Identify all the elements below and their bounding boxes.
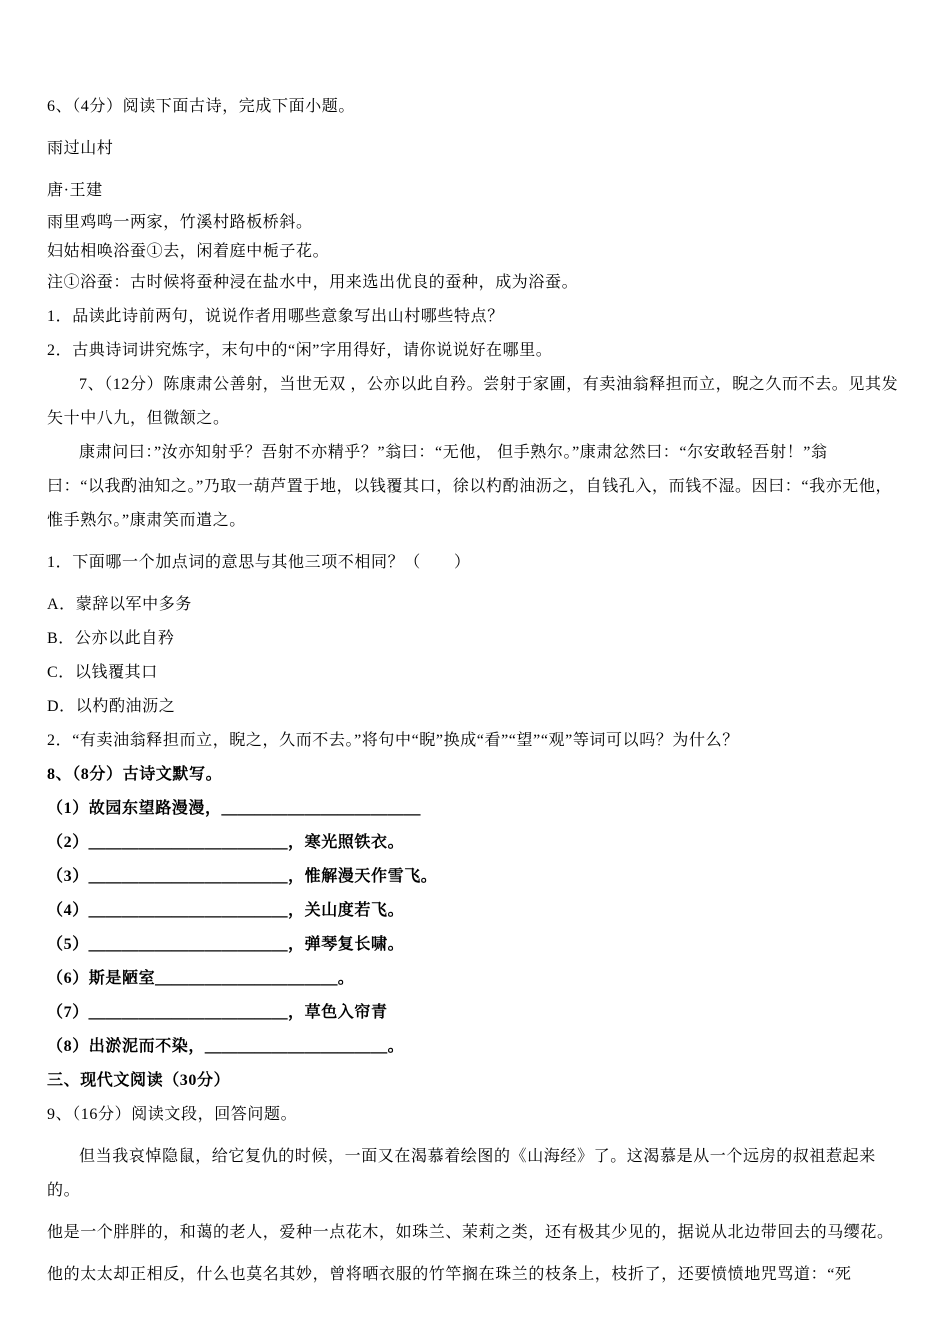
text-line: 注①浴蚕：古时候将蚕种浸在盐水中，用来选出优良的蚕种，成为浴蚕。 [47, 274, 579, 291]
text-line: （7）＿＿＿＿＿＿＿＿＿＿＿＿，草色入帘青 [47, 1004, 388, 1021]
text-line: （4）＿＿＿＿＿＿＿＿＿＿＿＿，关山度若飞。 [47, 902, 405, 919]
text-line: 康肃问曰：”汝亦知射乎？吾射不亦精乎？”翁曰：“无他， 但手熟尔。”康肃忿然曰：“尔安敢轻吾射！”翁 [79, 444, 828, 461]
text-line: D．以杓酌油沥之 [47, 698, 176, 715]
text-line: （1）故园东望路漫漫，＿＿＿＿＿＿＿＿＿＿＿＿ [47, 800, 421, 817]
text-line: 他的太太却正相反，什么也莫名其妙，曾将晒衣服的竹竿搁在珠兰的枝条上，枝折了，还要愤愤地咒骂道：“死 [47, 1266, 852, 1283]
text-line: 7、（12分）陈康肃公善射，当世无双 ，公亦以此自矜。尝射于家圃，有卖油翁释担而立，睨之久而不去。见其发 [79, 376, 899, 393]
text-line: A．蒙辞以军中多务 [47, 596, 192, 613]
text-line: （5）＿＿＿＿＿＿＿＿＿＿＿＿，弹琴复长啸。 [47, 936, 405, 953]
text-line: 2．“有卖油翁释担而立，睨之，久而不去。”将句中“睨”换成“看”“望”“观”等词可以吗？为什么？ [47, 732, 739, 749]
text-line: 9、（16分）阅读文段，回答问题。 [47, 1106, 298, 1123]
text-line: 惟手熟尔。”康肃笑而遣之。 [47, 512, 246, 529]
text-line: 1．下面哪一个加点词的意思与其他三项不相同？（ ） [47, 554, 471, 571]
text-line: 雨里鸡鸣一两家，竹溪村路板桥斜。 [47, 214, 313, 231]
text-line: （8）出淤泥而不染，＿＿＿＿＿＿＿＿＿＿＿。 [47, 1038, 405, 1055]
text-line: 曰：“以我酌油知之。”乃取一葫芦置于地，以钱覆其口，徐以杓酌油沥之，自钱孔入，而钱不湿。因曰：“我亦无他， [47, 478, 893, 495]
text-line: 三、现代文阅读（30分） [47, 1072, 231, 1089]
text-line: C．以钱覆其口 [47, 664, 158, 681]
text-line: 8、（8分）古诗文默写。 [47, 766, 223, 783]
text-line: 2．古典诗词讲究炼字，末句中的“闲”字用得好，请你说说好在哪里。 [47, 342, 553, 359]
text-line: （2）＿＿＿＿＿＿＿＿＿＿＿＿，寒光照铁衣。 [47, 834, 405, 851]
text-line: B．公亦以此自矜 [47, 630, 175, 647]
text-line: （3）＿＿＿＿＿＿＿＿＿＿＿＿，惟解漫天作雪飞。 [47, 868, 438, 885]
text-line: 6、（4分）阅读下面古诗，完成下面小题。 [47, 98, 356, 115]
text-line: 矢十中八九，但微颔之。 [47, 410, 230, 427]
text-line: 他是一个胖胖的，和蔼的老人，爱种一点花木，如珠兰、茉莉之类，还有极其少见的，据说从北边带回去的马缨花。 [47, 1224, 894, 1241]
text-line: 1．品读此诗前两句，说说作者用哪些意象写出山村哪些特点？ [47, 308, 504, 325]
text-line: 妇姑相唤浴蚕①去，闲着庭中栀子花。 [47, 243, 330, 260]
text-line: 雨过山村 [47, 140, 114, 157]
text-line: 唐·王建 [47, 182, 103, 199]
text-line: 但当我哀悼隐鼠，给它复仇的时候，一面又在渴慕着绘图的《山海经》了。这渴慕是从一个远房的叔祖惹起来的。 [47, 1148, 876, 1199]
text-line: （6）斯是陋室＿＿＿＿＿＿＿＿＿＿＿。 [47, 970, 355, 987]
